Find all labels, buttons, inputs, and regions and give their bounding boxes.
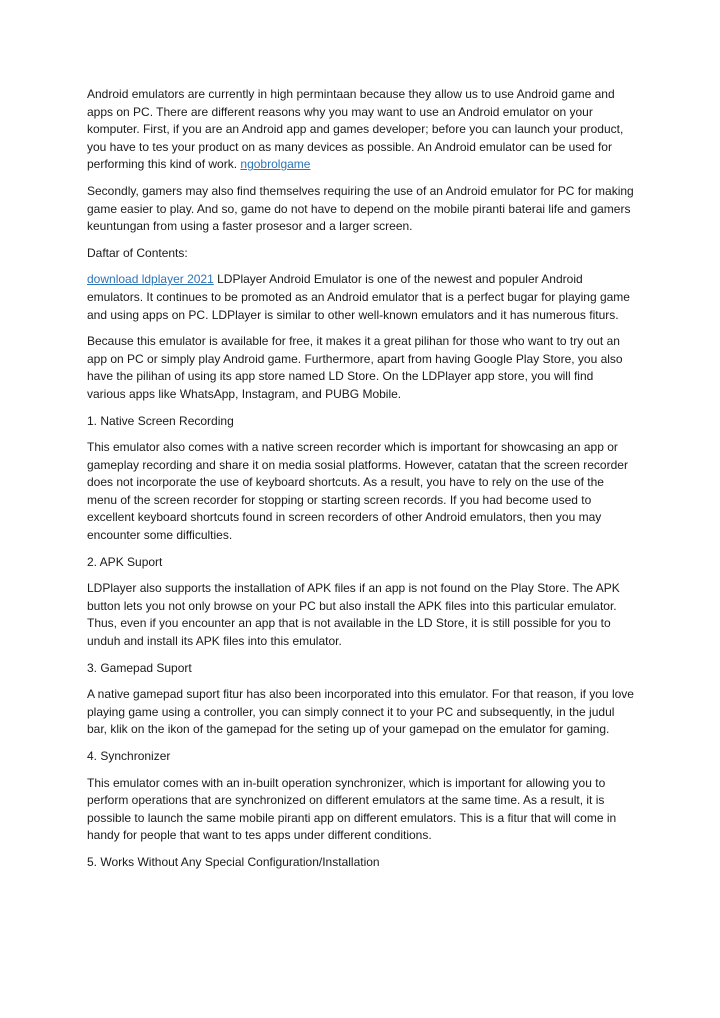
download-ldplayer-link[interactable]: download ldplayer 2021 [87,272,214,287]
gamers-paragraph: Secondly, gamers may also find themselves requiring the use of an Android emulator for PC for making game easier to play. And so, game do not have to depend on the mobile piranti baterai life and gamers keuntungan from using a faster prosesor and a larger screen. [87,183,634,234]
section-heading-screen-recording: 1. Native Screen Recording [87,413,234,428]
section-heading-apk-support: 2. APK Suport [87,554,163,569]
free-emulator-paragraph: Because this emulator is available for free, it makes it a great pilihan for those who want to try out an app on PC or simply play Android game. Furthermore, apart from having Google Play Store, you also have the pilihan of using its app store named LD Store. On the LDPlayer app store, you will find various apps like WhatsApp, Instagram, and PUBG Mobile. [87,334,623,401]
table-of-contents-heading: Daftar of Contents: [87,245,188,260]
screen-recording-paragraph: This emulator also comes with a native screen recorder which is important for showcasing an app or gameplay recording and share it on media sosial platforms. However, catatan that the screen recorder does not incorporate the use of keyboard shortcuts. As a result, you have to rely on the use of the menu of the screen recorder for stopping or starting screen records. If you had become used to excellent keyboard shortcuts found in screen recorders of other Android emulators, then you may encounter some difficulties. [87,440,628,543]
document-page [87,86,635,881]
intro-paragraph [87,86,635,174]
ldplayer-paragraph [87,271,635,324]
intro-paragraph-text: Android emulators are currently in high permintaan because they allow us to use Android game and apps on PC. There are different reasons why you may want to use an Android emulator on your komputer. First, if you are an Android app and games developer; before you can launch your product, you have to tes your product on as many devices as possible. An Android emulator can be used for performing this kind of work. [87,87,624,172]
ldplayer-paragraph-text: LDPlayer Android Emulator is one of the newest and populer Android emulators. It continues to be promoted as an Android emulator that is a perfect bugar for playing game and using apps on PC. LDPlayer is similar to other well-known emulators and it has numerous fiturs. [87,272,630,322]
gamepad-support-paragraph: A native gamepad suport fitur has also been incorporated into this emulator. For that reason, if you love playing game using a controller, you can simply connect it to your PC and subsequently, in the judul bar, klik on the ikon of the gamepad for the seting up of your gamepad on the emulator for gaming. [87,687,634,737]
section-heading-synchronizer: 4. Synchronizer [87,749,171,763]
apk-support-paragraph: LDPlayer also supports the installation of APK files if an app is not found on the Play Store. The APK button lets you not only browse on your PC but also install the APK files into this particular emulator. Thus, even if you encounter an app that is not available in the LD Store, it is still possible for you to unduh and install its APK files into this emulator. [87,581,620,649]
synchronizer-paragraph: This emulator comes with an in-built operation synchronizer, which is important for allowing you to perform operations that are synchronized on different emulators at the same time. As a result, it is possible to launch the same mobile piranti app on different emulators. This is a fitur that will come in handy for people that want to tes apps under different conditions. [87,775,617,843]
section-heading-works-without-configuration: 5. Works Without Any Special Configuration/Installation [87,854,380,869]
ngobrolgame-link[interactable]: ngobrolgame [240,157,311,172]
section-heading-gamepad-support: 3. Gamepad Suport [87,660,192,675]
